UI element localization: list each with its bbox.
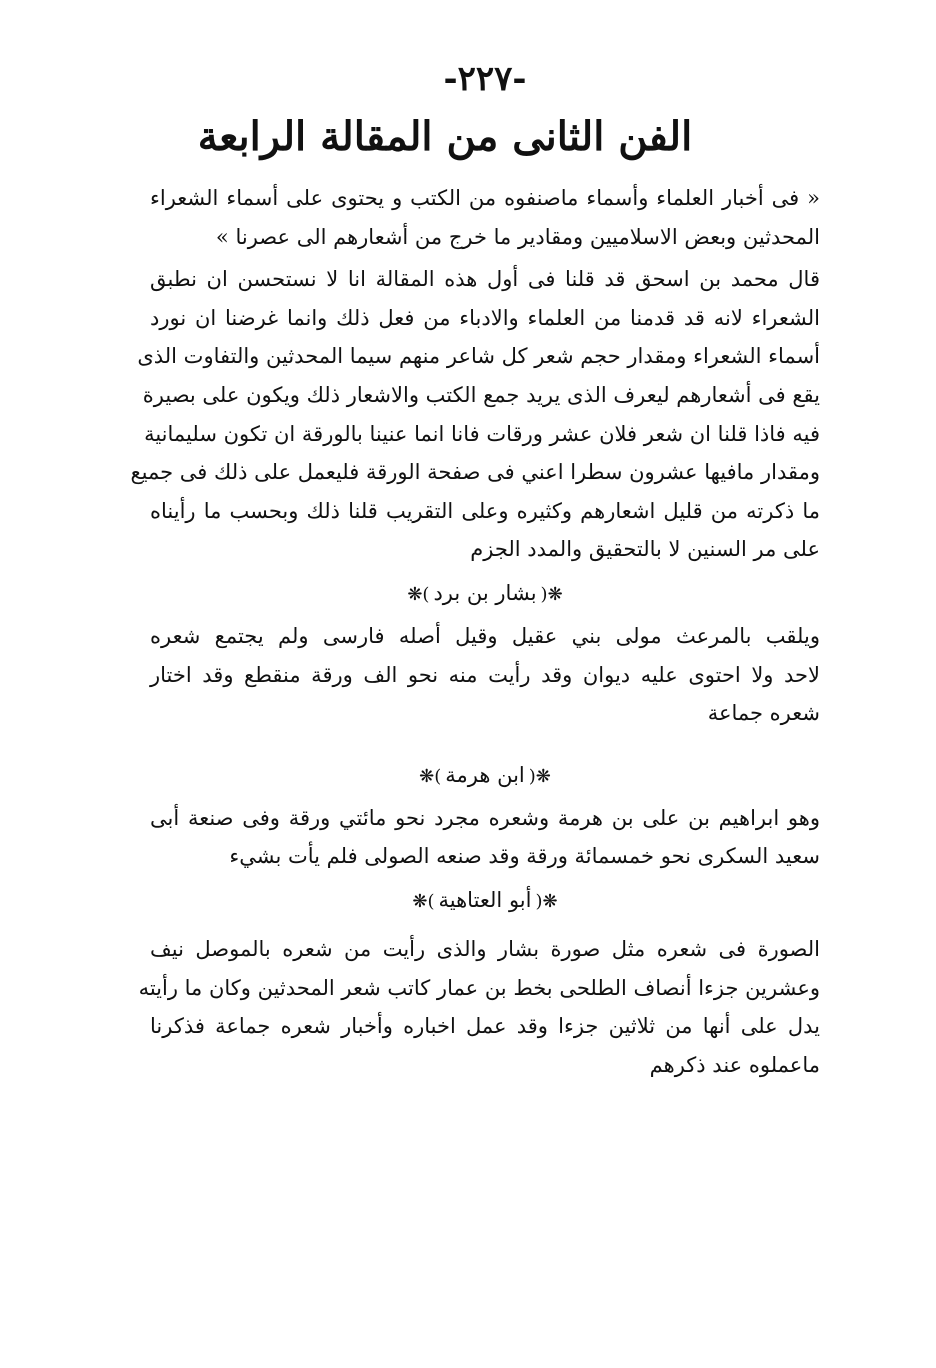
- entry-text-bashshar: [150, 617, 820, 733]
- entry-heading-bashshar: [150, 573, 820, 617]
- entry-line: لاحد ولا احتوى عليه ديوان وقد رأيت منه نحو الف ورقة منقطع وقد اختار: [150, 662, 820, 687]
- entry-heading-abu-al-atahiya: [150, 880, 820, 924]
- entry-line: الصورة فى شعره مثل صورة بشار والذى رأيت من شعره بالموصل نيف: [150, 936, 820, 961]
- ornament-star-icon: )❋: [412, 890, 435, 912]
- entry-line: وعشرين جزءا أنصاف الطلحى بخط بن عمار كاتب شعر المحدثين وكان ما رأيته: [138, 975, 820, 1000]
- paragraph-line: الشعراء لانه قد قدمنا من العلماء والادباء من فعل ذلك وانما غرضنا ان نورد: [150, 305, 820, 330]
- ornament-star-icon: )❋: [419, 765, 442, 787]
- ornament-star-icon: ❋(: [528, 765, 551, 787]
- ornament-star-icon: )❋: [407, 583, 430, 605]
- page-number: -٢٢٧-: [443, 59, 527, 99]
- entry-line: ويلقب بالمرعث مولى بني عقيل وقيل أصله فارسى ولم يجتمع شعره: [150, 623, 820, 648]
- intro-line: المحدثين وبعض الاسلاميين ومقادير ما خرج من أشعارهم الى عصرنا »: [215, 224, 820, 249]
- paragraph-line: فيه فاذا قلنا ان شعر فلان عشر ورقات فانا انما عنينا بالورقة ان تكون سليمانية: [144, 421, 820, 446]
- paragraph-line: أسماء الشعراء ومقدار حجم شعر كل شاعر منهم سيما المحدثين والتفاوت الذى: [137, 344, 820, 369]
- entry-text-abu-al-atahiya: [138, 930, 820, 1084]
- book-page: [130, 55, 820, 1084]
- intro-paragraph: [130, 260, 820, 569]
- entry-text-ibn-harma: [150, 799, 820, 876]
- entry-heading-ibn-harma: [150, 755, 820, 799]
- entry-heading-text: أبو العتاهية: [438, 887, 532, 912]
- entry-heading-text: بشار بن برد: [433, 580, 537, 605]
- paragraph-line: قال محمد بن اسحق قد قلنا فى أول هذه المقالة انا لا نستحسن ان نطبق: [150, 267, 820, 292]
- paragraph-line: يقع فى أشعارهم ليعرف الذى يريد جمع الكتب والاشعار ذلك ويكون على بصيرة: [142, 382, 820, 407]
- entry-line: شعره جماعة: [707, 701, 820, 726]
- intro-line: « فى أخبار العلماء وأسماء ماصنفوه من الكتب و يحتوى على أسماء الشعراء: [150, 186, 820, 210]
- entry-line: يدل على أنها من ثلاثين جزءا وقد عمل اخباره وأخبار شعره جماعة فذكرنا: [150, 1014, 820, 1039]
- entry-line: ماعملوه عند ذكرهم: [649, 1052, 820, 1077]
- entry-line: سعيد السكرى نحو خمسمائة ورقة وقد صنعه الصولى فلم يأت بشيء: [229, 844, 820, 869]
- paragraph-line: ما ذكرته من قليل اشعارهم وكثيره وعلى التقريب قلنا ذلك وبحسب ما رأيناه: [150, 498, 820, 523]
- chapter-title: الفن الثانى من المقالة الرابعة: [197, 113, 693, 160]
- entry-line: وهو ابراهيم بن على بن هرمة وشعره مجرد نحو مائتي ورقة وفى صنعة أبى: [150, 805, 820, 830]
- paragraph-line: ومقدار مافيها عشرون سطرا اعني فى صفحة الورقة فليعمل على ذلك فى جميع: [130, 460, 820, 485]
- ornament-star-icon: ❋(: [540, 583, 563, 605]
- paragraph-line: على مر السنين لا بالتحقيق والمدد الجزم: [470, 537, 820, 562]
- ornament-star-icon: ❋(: [535, 890, 558, 912]
- chapter-intro: [150, 179, 820, 256]
- entry-heading-text: ابن هرمة: [445, 762, 525, 787]
